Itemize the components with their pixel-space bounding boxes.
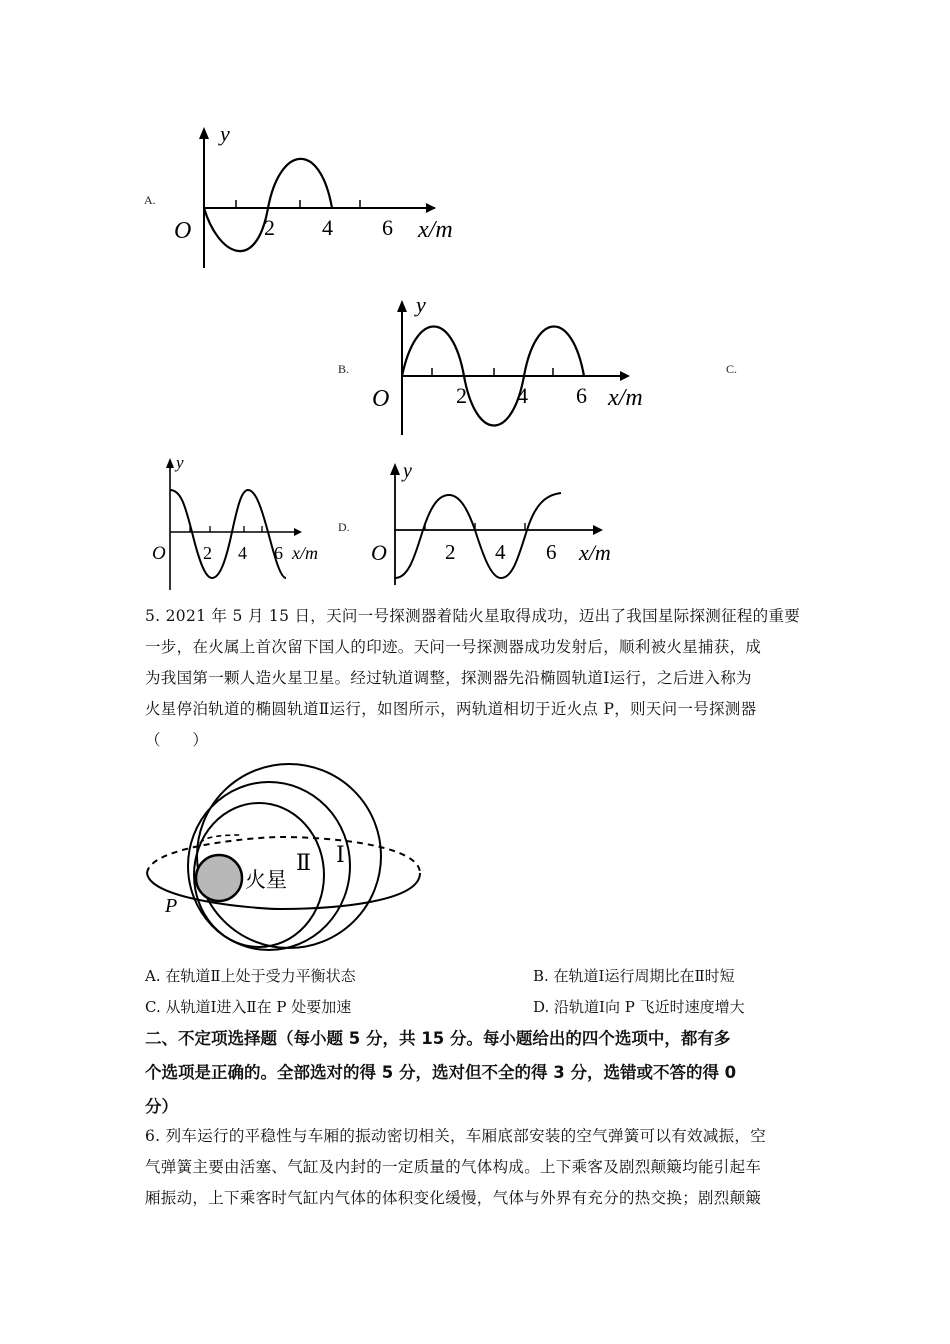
q5-choice-a[interactable]: A. 在轨道Ⅱ上处于受力平衡状态 [145, 967, 356, 985]
graph-a-x-label: x/m [418, 217, 453, 243]
graph-c-tick-2: 2 [203, 543, 212, 563]
q5-choice-b[interactable]: B. 在轨道Ⅰ运行周期比在Ⅱ时短 [533, 967, 735, 985]
section-2-line: 二、不定项选择题（每小题 5 分，共 15 分。每小题给出的四个选项中，都有多 [145, 1029, 731, 1048]
question-5-stem [145, 601, 805, 756]
graph-c-wave [170, 490, 286, 578]
q5-choice-c[interactable]: C. 从轨道Ⅰ进入Ⅱ在 P 处要加速 [145, 998, 352, 1016]
graph-d-origin: O [371, 540, 387, 565]
graph-b-x-arrow [620, 371, 630, 381]
graph-d-y-arrow [390, 463, 400, 475]
graph-a-tick-2: 2 [264, 215, 275, 240]
graph-a-y-arrow [199, 127, 209, 139]
mars-label: 火星 [245, 868, 287, 892]
graph-d-x-label: x/m [579, 540, 611, 565]
graph-d-tick-2: 2 [445, 540, 456, 564]
question-6-stem [145, 1121, 805, 1214]
option-a-label: A. [144, 193, 156, 207]
section-2-heading [145, 1022, 810, 1124]
graph-b-origin: O [372, 386, 390, 412]
graph-c-y-arrow [166, 458, 174, 468]
graph-b-y-arrow [397, 300, 407, 312]
option-d-label: D. [338, 520, 350, 534]
graph-c-y-label: y [176, 453, 184, 472]
graph-b-x-label: x/m [608, 385, 643, 411]
q5-line: 一步，在火属上首次留下国人的印迹。天问一号探测器成功发射后，顺利被火星捕获，成 [145, 638, 762, 656]
graph-c-tick-4: 4 [238, 543, 247, 563]
graph-c-tick-6: 6 [274, 543, 283, 563]
orbit-1-label: Ⅰ [336, 842, 345, 867]
graph-d-wave [395, 493, 561, 578]
graph-a-x-arrow [426, 203, 436, 213]
option-b-label: B. [338, 362, 350, 376]
section-2-line: 分） [145, 1097, 178, 1116]
graph-c-x-label: x/m [292, 543, 318, 563]
graph-b-y-label: y [416, 292, 426, 317]
mars-planet [196, 855, 242, 901]
option-c-label: C. [726, 362, 738, 376]
perigee-point-label: P [165, 895, 178, 917]
graph-c-origin: O [152, 543, 166, 564]
orbit-figure [140, 755, 430, 955]
q5-line: 火星停泊轨道的椭圆轨道Ⅱ运行，如图所示，两轨道相切于近火点 P，则天问一号探测器 [145, 700, 757, 718]
graph-c-x-arrow [294, 528, 302, 536]
graph-b-tick-2: 2 [456, 383, 467, 408]
graph-a [160, 115, 480, 285]
q6-line: 气弹簧主要由活塞、气缸及内封的一定质量的气体构成。上下乘客及剧烈颠簸均能引起车 [145, 1158, 762, 1176]
graph-a-origin: O [174, 218, 192, 244]
q6-line: 6. 列车运行的平稳性与车厢的振动密切相关，车厢底部安装的空气弹簧可以有效减振，空 [145, 1127, 767, 1145]
graph-b [360, 290, 670, 450]
graph-a-tick-6: 6 [382, 215, 393, 240]
graph-d [365, 455, 635, 595]
q5-line: 5. 2021 年 5 月 15 日，天问一号探测器着陆火星取得成功，迈出了我国星际探测征程的重要 [145, 607, 801, 625]
graph-d-tick-4: 4 [495, 540, 506, 564]
graph-b-tick-6: 6 [576, 383, 587, 408]
q6-line: 厢振动，上下乘客时气缸内气体的体积变化缓慢，气体与外界有充分的热交换；剧烈颠簸 [145, 1189, 762, 1207]
graph-b-tick-4: 4 [517, 383, 528, 408]
q5-line: （ ） [145, 731, 209, 749]
graph-d-x-arrow [593, 525, 603, 535]
orbit-2-label: Ⅱ [296, 850, 311, 875]
graph-c [140, 450, 340, 600]
graph-a-y-label: y [220, 121, 230, 146]
q5-line: 为我国第一颗人造火星卫星。经过轨道调整，探测器先沿椭圆轨道Ⅰ运行，之后进入称为 [145, 669, 752, 687]
q5-choice-d[interactable]: D. 沿轨道Ⅰ向 P 飞近时速度增大 [533, 998, 745, 1016]
graph-d-tick-6: 6 [546, 540, 557, 564]
section-2-line: 个选项是正确的。全部选对的得 5 分，选对但不全的得 3 分，选错或不答的得 0 [145, 1063, 737, 1082]
graph-d-y-label: y [403, 460, 412, 482]
graph-a-tick-4: 4 [322, 215, 333, 240]
